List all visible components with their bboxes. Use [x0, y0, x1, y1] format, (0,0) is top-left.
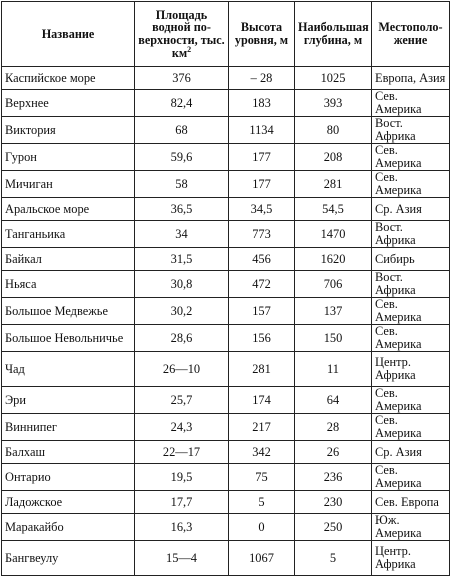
table-row: [2, 221, 450, 248]
cell-level: 177: [229, 171, 295, 198]
cell-depth: 64: [295, 387, 372, 414]
table-row: [2, 117, 450, 144]
cell-name: Ладожское: [2, 491, 135, 514]
cell-location: Сибирь: [372, 248, 450, 271]
cell-depth: 250: [295, 514, 372, 541]
cell-location: Ср. Азия: [372, 198, 450, 221]
cell-location: Сев. Америка: [372, 298, 450, 325]
cell-location: Сев. Америка: [372, 144, 450, 171]
cell-location: Сев. Америка: [372, 171, 450, 198]
cell-name: Аральское море: [2, 198, 135, 221]
cell-name: Гурон: [2, 144, 135, 171]
cell-level: 342: [229, 441, 295, 464]
cell-location: Сев. Америка: [372, 414, 450, 441]
cell-depth: 28: [295, 414, 372, 441]
cell-location: Центр. Африка: [372, 352, 450, 387]
cell-area: 25,7: [135, 387, 229, 414]
cell-area: 15—4: [135, 541, 229, 576]
cell-depth: 5: [295, 541, 372, 576]
cell-area: 59,6: [135, 144, 229, 171]
cell-depth: 706: [295, 271, 372, 298]
cell-area: 34: [135, 221, 229, 248]
cell-level: – 28: [229, 67, 295, 90]
cell-name: Ньяса: [2, 271, 135, 298]
cell-area: 31,5: [135, 248, 229, 271]
header-level: Высота уровня, м: [229, 2, 295, 67]
cell-level: 281: [229, 352, 295, 387]
cell-level: 156: [229, 325, 295, 352]
cell-name: Танганьика: [2, 221, 135, 248]
cell-depth: 137: [295, 298, 372, 325]
cell-name: Маракайбо: [2, 514, 135, 541]
cell-location: Сев. Америка: [372, 464, 450, 491]
cell-location: Сев. Америка: [372, 325, 450, 352]
cell-name: Большое Медвежье: [2, 298, 135, 325]
header-area: [135, 2, 229, 67]
table-row: [2, 464, 450, 491]
cell-name: Большое Невольничье: [2, 325, 135, 352]
table-row: [2, 144, 450, 171]
cell-location: Вост. Африка: [372, 117, 450, 144]
cell-level: 217: [229, 414, 295, 441]
cell-depth: 11: [295, 352, 372, 387]
cell-depth: 150: [295, 325, 372, 352]
table-row: [2, 387, 450, 414]
header-area-text: Площадь водной по-верхности, тыс. км: [138, 7, 225, 60]
header-row: [2, 2, 450, 67]
cell-depth: 26: [295, 441, 372, 464]
table-row: [2, 325, 450, 352]
cell-name: Виннипег: [2, 414, 135, 441]
cell-area: 30,2: [135, 298, 229, 325]
cell-area: 30,8: [135, 271, 229, 298]
cell-area: 58: [135, 171, 229, 198]
cell-level: 174: [229, 387, 295, 414]
cell-area: 68: [135, 117, 229, 144]
cell-name: Байкал: [2, 248, 135, 271]
cell-level: 472: [229, 271, 295, 298]
cell-depth: 236: [295, 464, 372, 491]
cell-name: Чад: [2, 352, 135, 387]
cell-depth: 80: [295, 117, 372, 144]
cell-depth: 393: [295, 90, 372, 117]
cell-area: 19,5: [135, 464, 229, 491]
cell-area: 82,4: [135, 90, 229, 117]
cell-depth: 54,5: [295, 198, 372, 221]
cell-location: Сев. Америка: [372, 387, 450, 414]
cell-level: 456: [229, 248, 295, 271]
table-row: [2, 441, 450, 464]
cell-depth: 1025: [295, 67, 372, 90]
header-depth: Наибольшая глубина, м: [295, 2, 372, 67]
cell-area: 24,3: [135, 414, 229, 441]
cell-name: Верхнее: [2, 90, 135, 117]
header-location: Местополо-жение: [372, 2, 450, 67]
cell-name: Бангвеулу: [2, 541, 135, 576]
table-row: [2, 248, 450, 271]
table-row: [2, 198, 450, 221]
table-row: [2, 352, 450, 387]
header-name: Название: [2, 2, 135, 67]
cell-depth: 281: [295, 171, 372, 198]
table-row: [2, 514, 450, 541]
cell-name: Мичиган: [2, 171, 135, 198]
table-row: [2, 414, 450, 441]
header-area-sup: 2: [187, 44, 192, 54]
cell-level: 75: [229, 464, 295, 491]
cell-depth: 1620: [295, 248, 372, 271]
table-row: [2, 298, 450, 325]
table-row: [2, 90, 450, 117]
cell-location: Сев. Америка: [372, 90, 450, 117]
cell-depth: 230: [295, 491, 372, 514]
cell-area: 376: [135, 67, 229, 90]
cell-location: Центр. Африка: [372, 541, 450, 576]
cell-depth: 1470: [295, 221, 372, 248]
cell-level: 1067: [229, 541, 295, 576]
cell-name: Онтарио: [2, 464, 135, 491]
table-row: [2, 67, 450, 90]
lakes-table: [1, 1, 450, 576]
cell-name: Эри: [2, 387, 135, 414]
cell-level: 34,5: [229, 198, 295, 221]
cell-depth: 208: [295, 144, 372, 171]
table-row: [2, 491, 450, 514]
cell-location: Европа, Азия: [372, 67, 450, 90]
table-row: [2, 171, 450, 198]
cell-location: Сев. Европа: [372, 491, 450, 514]
cell-area: 28,6: [135, 325, 229, 352]
cell-level: 0: [229, 514, 295, 541]
cell-location: Ср. Азия: [372, 441, 450, 464]
cell-level: 773: [229, 221, 295, 248]
cell-level: 5: [229, 491, 295, 514]
table-body: [2, 67, 450, 576]
cell-level: 157: [229, 298, 295, 325]
cell-name: Каспийское море: [2, 67, 135, 90]
cell-name: Виктория: [2, 117, 135, 144]
cell-area: 22—17: [135, 441, 229, 464]
cell-name: Балхаш: [2, 441, 135, 464]
cell-area: 16,3: [135, 514, 229, 541]
cell-level: 177: [229, 144, 295, 171]
cell-area: 26—10: [135, 352, 229, 387]
cell-area: 17,7: [135, 491, 229, 514]
cell-area: 36,5: [135, 198, 229, 221]
table-row: [2, 271, 450, 298]
cell-location: Вост. Африка: [372, 271, 450, 298]
cell-level: 183: [229, 90, 295, 117]
cell-location: Вост. Африка: [372, 221, 450, 248]
table-row: [2, 541, 450, 576]
cell-location: Юж. Америка: [372, 514, 450, 541]
cell-level: 1134: [229, 117, 295, 144]
